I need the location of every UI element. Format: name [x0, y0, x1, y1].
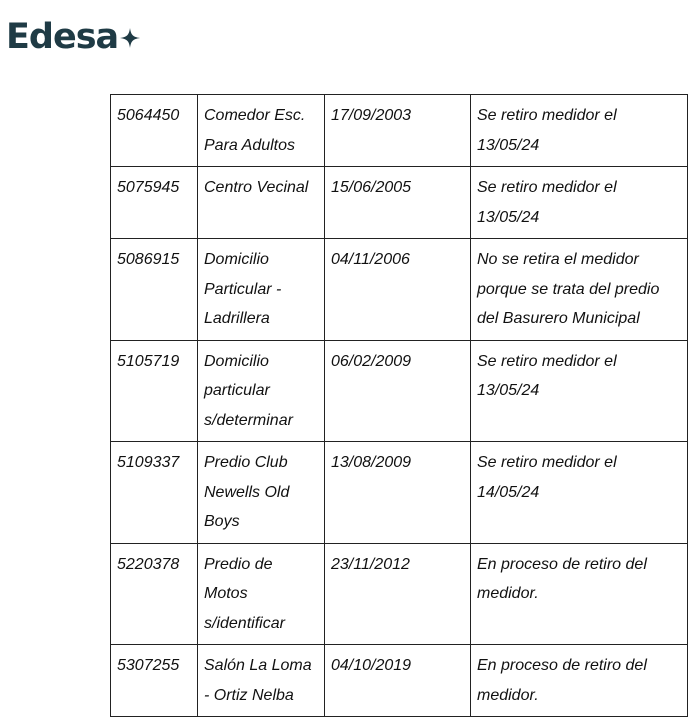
cell-name-line: Particular - [204, 280, 282, 298]
cell-name-line: Motos [204, 585, 248, 602]
cell-date: 04/10/2019 [325, 645, 471, 717]
cell-name-line: Ladrillera [204, 310, 270, 327]
meter-records-table [110, 94, 688, 717]
cell-status-line: 13/05/24 [477, 136, 540, 154]
cell-name [198, 543, 325, 645]
cell-date: 15/06/2005 [325, 167, 471, 239]
cell-name-line: - Ortiz Nelba [204, 686, 294, 704]
cell-name-line: particular [204, 382, 270, 399]
cell-id: 5105719 [111, 340, 198, 442]
cell-name-line: Newells Old [204, 483, 290, 501]
cell-name-line: s/identificar [204, 614, 285, 632]
cell-status-line: Se retiro medidor el [477, 352, 617, 370]
cell-name-line: s/determinar [204, 411, 293, 429]
table-row [111, 239, 688, 341]
cell-status-line: medidor. [477, 585, 539, 602]
table-row [111, 543, 688, 645]
cell-name [198, 442, 325, 544]
cell-name-line: Predio de [204, 555, 273, 573]
cell-id: 5075945 [111, 167, 198, 239]
table-row [111, 340, 688, 442]
table-row [111, 645, 688, 717]
cell-date: 17/09/2003 [325, 95, 471, 167]
cell-name [198, 95, 325, 167]
cell-status-line: Se retiro medidor el [477, 179, 617, 196]
cell-status-line: del Basurero Municipal [477, 310, 640, 327]
cell-status [471, 95, 688, 167]
cell-status-line: Se retiro medidor el [477, 107, 617, 124]
cell-status-line: 13/05/24 [477, 382, 540, 399]
cell-name [198, 167, 325, 239]
cell-date: 06/02/2009 [325, 340, 471, 442]
cell-status [471, 340, 688, 442]
cell-name-line: Salón La Loma [204, 657, 312, 674]
cell-status-line: porque se trata del predio [477, 280, 660, 298]
cell-name [198, 239, 325, 341]
cell-status [471, 442, 688, 544]
cell-status-line: Se retiro medidor el [477, 454, 617, 471]
cell-status-line: 14/05/24 [477, 483, 540, 501]
cell-id: 5086915 [111, 239, 198, 341]
cell-name-line: Centro Vecinal [204, 179, 309, 196]
cell-id: 5064450 [111, 95, 198, 167]
cell-date: 23/11/2012 [325, 543, 471, 645]
cell-id: 5307255 [111, 645, 198, 717]
cell-name-line: Predio Club [204, 454, 288, 471]
cell-id: 5220378 [111, 543, 198, 645]
table-body [111, 95, 688, 717]
brand-name: Edesa [6, 16, 119, 57]
cell-status [471, 543, 688, 645]
table-row [111, 167, 688, 239]
four-point-star-icon [120, 28, 140, 48]
cell-id: 5109337 [111, 442, 198, 544]
cell-name-line: Domicilio [204, 352, 269, 370]
cell-date: 04/11/2006 [325, 239, 471, 341]
cell-status [471, 239, 688, 341]
cell-status [471, 645, 688, 717]
cell-name [198, 645, 325, 717]
cell-name-line: Comedor Esc. [204, 107, 306, 124]
cell-name [198, 340, 325, 442]
table-row [111, 442, 688, 544]
table-row [111, 95, 688, 167]
cell-status-line: En proceso de retiro del [477, 657, 647, 674]
cell-status-line: medidor. [477, 686, 539, 704]
cell-status-line: En proceso de retiro del [477, 555, 647, 573]
brand-logo [6, 14, 140, 60]
cell-name-line: Domicilio [204, 251, 269, 268]
cell-status [471, 167, 688, 239]
cell-status-line: 13/05/24 [477, 208, 540, 226]
cell-status-line: No se retira el medidor [477, 251, 639, 268]
cell-name-line: Para Adultos [204, 136, 296, 154]
cell-date: 13/08/2009 [325, 442, 471, 544]
cell-name-line: Boys [204, 513, 240, 530]
